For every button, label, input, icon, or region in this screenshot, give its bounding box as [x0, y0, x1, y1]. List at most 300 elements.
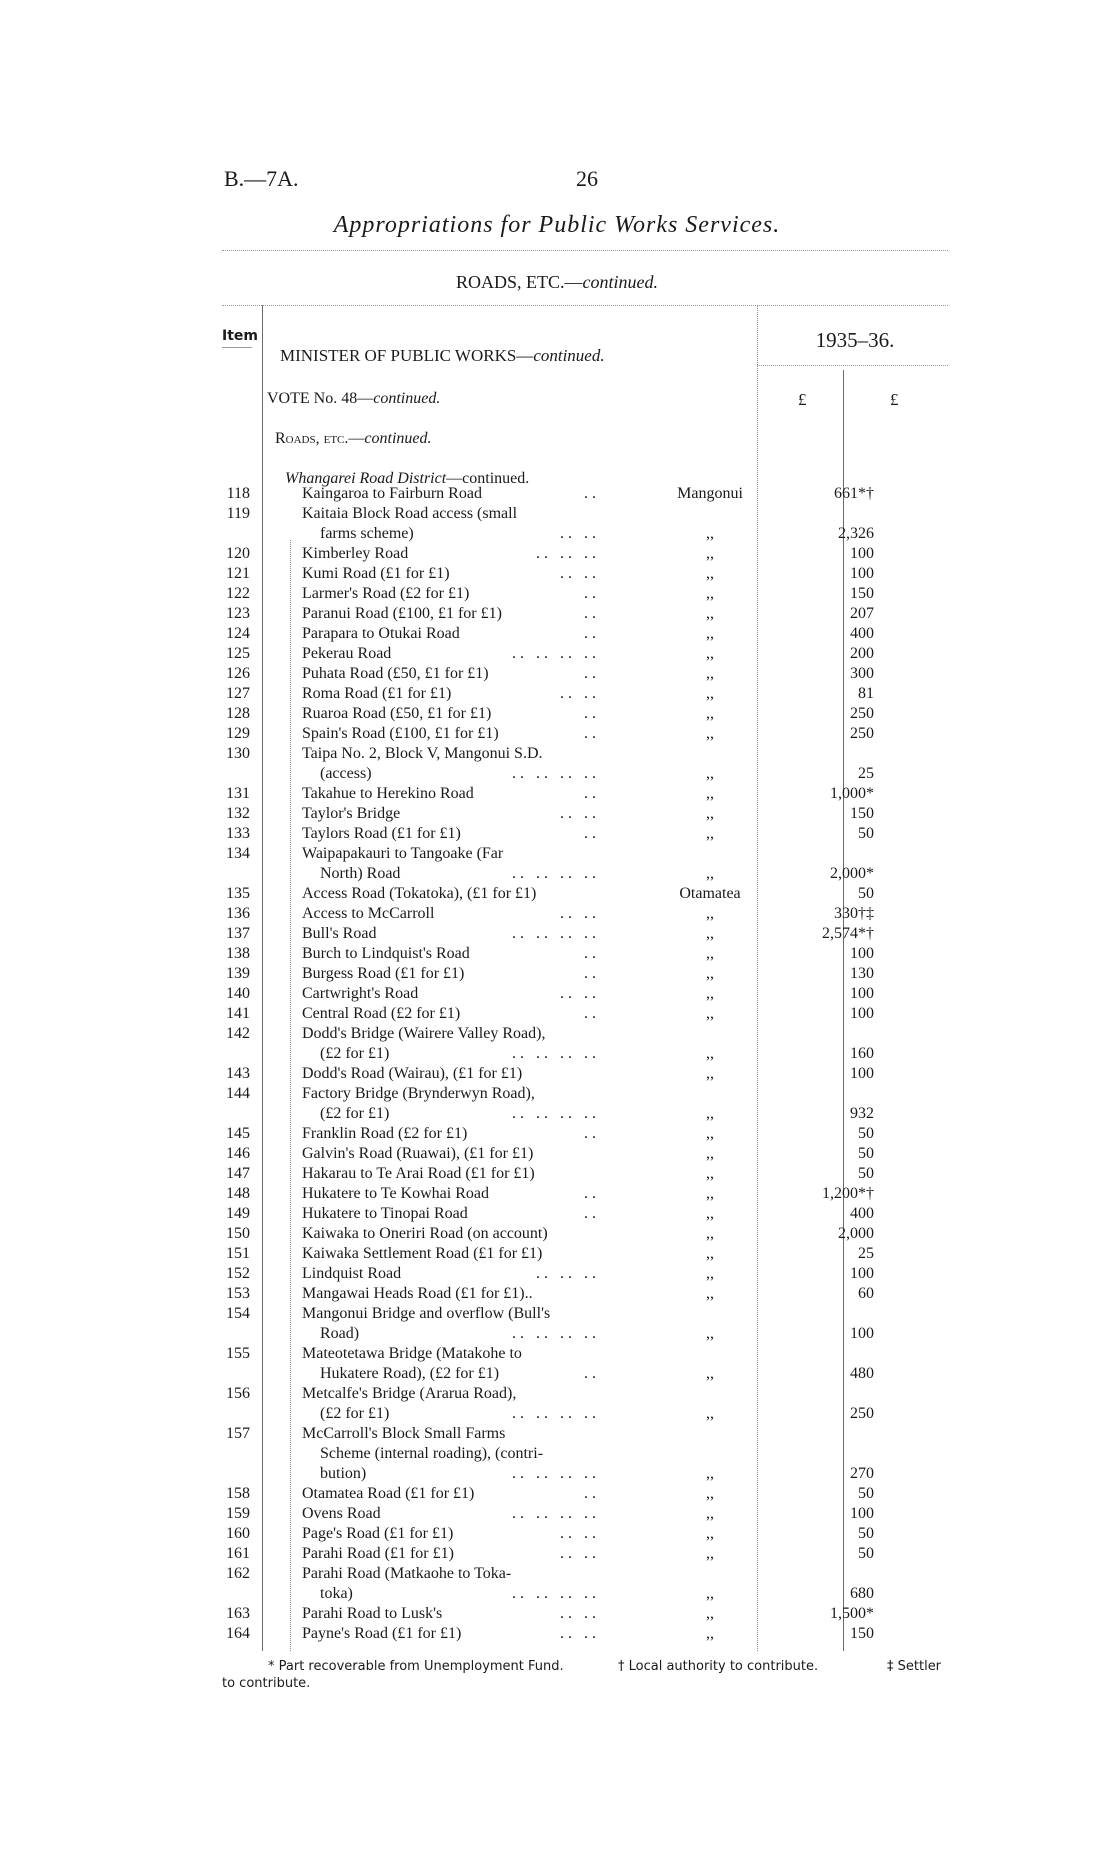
- pound-sign-col2: £: [890, 390, 899, 409]
- item-description: [302, 1064, 600, 1084]
- item-description: [302, 1164, 600, 1184]
- district-cell: ,,: [706, 1285, 714, 1302]
- description-text: Pekerau Road: [302, 645, 392, 662]
- item-number: 130: [226, 745, 250, 762]
- district-cell: ,,: [706, 645, 714, 662]
- leader-dots: ..: [584, 785, 600, 802]
- item-number: 155: [226, 1345, 250, 1362]
- description-line: [302, 784, 600, 804]
- leader-dots: .. .. ..: [536, 545, 600, 562]
- description-line: [302, 564, 600, 584]
- table-row: [0, 1184, 1114, 1204]
- leader-dots: .. .. .. ..: [512, 1405, 600, 1422]
- description-line: [302, 584, 600, 604]
- table-row: [0, 604, 1114, 624]
- amount-cell: 100: [850, 565, 874, 582]
- item-description: [302, 724, 600, 744]
- pound-sign-col1: £: [798, 390, 807, 409]
- page-title: Appropriations for Public Works Services.: [333, 212, 781, 238]
- description-text: Access to McCarroll: [302, 905, 435, 922]
- district-cell: ,,: [706, 1605, 714, 1622]
- item-description: [302, 1384, 600, 1424]
- district-cell: ,,: [706, 965, 714, 982]
- item-number: 163: [226, 1605, 250, 1622]
- leader-dots: .. .. .. ..: [512, 765, 600, 782]
- amount-cell: 50: [858, 1545, 874, 1562]
- footnote-unemployment: * Part recoverable from Unemployment Fund.: [268, 1659, 564, 1674]
- description-line: [302, 704, 600, 724]
- table-row: [0, 984, 1114, 1004]
- amount-cell: 1,000*: [830, 785, 874, 802]
- table-row: [0, 904, 1114, 924]
- item-number: 139: [226, 965, 250, 982]
- description-line: [302, 1424, 600, 1444]
- leader-dots: .. ..: [560, 1525, 600, 1542]
- amount-cell: 2,326: [838, 525, 874, 542]
- amount-cell: 1,200*†: [822, 1185, 874, 1202]
- district-cell: ,,: [706, 545, 714, 562]
- item-number: 126: [226, 665, 250, 682]
- description-text: McCarroll's Block Small Farms: [302, 1425, 506, 1442]
- district-cell: ,,: [706, 1145, 714, 1162]
- description-text: Burgess Road (£1 for £1): [302, 965, 465, 982]
- description-line: [302, 544, 600, 564]
- description-line: [302, 1364, 600, 1384]
- leader-dots: ..: [584, 1005, 600, 1022]
- item-number: 159: [226, 1505, 250, 1522]
- item-description: [302, 1004, 600, 1024]
- description-line: [302, 684, 600, 704]
- description-text: Central Road (£2 for £1): [302, 1005, 461, 1022]
- table-row: [0, 744, 1114, 784]
- table-row: [0, 564, 1114, 584]
- item-number: 146: [226, 1145, 250, 1162]
- description-text: Hakarau to Te Arai Road (£1 for £1): [302, 1165, 535, 1182]
- table-row: [0, 1084, 1114, 1124]
- amount-cell: 300: [850, 665, 874, 682]
- leader-dots: .. ..: [560, 685, 600, 702]
- description-text: (£2 for £1): [320, 1105, 390, 1122]
- district-cell: ,,: [706, 1005, 714, 1022]
- table-row: [0, 1244, 1114, 1264]
- vote-heading: [267, 390, 440, 408]
- district-cell: ,,: [706, 1505, 714, 1522]
- description-text: Galvin's Road (Ruawai), (£1 for £1): [302, 1145, 534, 1162]
- table-row: [0, 664, 1114, 684]
- table-row: [0, 1284, 1114, 1304]
- amount-cell: 250: [850, 1405, 874, 1422]
- description-text: Otamatea Road (£1 for £1): [302, 1485, 475, 1502]
- item-description: [302, 664, 600, 684]
- page-number: 26: [576, 166, 598, 191]
- item-number: 149: [226, 1205, 250, 1222]
- footnote-continuation: to contribute.: [222, 1676, 311, 1691]
- item-number: 122: [226, 585, 250, 602]
- amount-cell: 60: [858, 1285, 874, 1302]
- item-description: [302, 784, 600, 804]
- item-description: [302, 1604, 600, 1624]
- leader-dots: .. ..: [560, 1625, 600, 1642]
- district-cell: ,,: [706, 605, 714, 622]
- description-line: [302, 1444, 600, 1464]
- description-line: [302, 1144, 600, 1164]
- description-text: Kaingaroa to Fairburn Road: [302, 485, 482, 502]
- description-line: [302, 844, 600, 864]
- item-number: 161: [226, 1545, 250, 1562]
- amount-cell: 50: [858, 1145, 874, 1162]
- item-description: [302, 1524, 600, 1544]
- item-number: 124: [226, 625, 250, 642]
- item-description: [302, 964, 600, 984]
- table-row: [0, 484, 1114, 504]
- description-text: Parapara to Otukai Road: [302, 625, 460, 642]
- amount-cell: 200: [850, 645, 874, 662]
- roads-subheading: [275, 430, 432, 448]
- description-text: Parahi Road (Matkaohe to Toka-: [302, 1565, 512, 1582]
- leader-dots: .. .. ..: [536, 1265, 600, 1282]
- minister-italic: continued.: [533, 346, 605, 365]
- amount-cell: 50: [858, 825, 874, 842]
- description-line: [302, 884, 600, 904]
- table-row: [0, 1144, 1114, 1164]
- description-text: farms scheme): [320, 525, 414, 542]
- leader-dots: ..: [584, 1185, 600, 1202]
- district-cell: ,,: [706, 1245, 714, 1262]
- description-line: [302, 944, 600, 964]
- district-cell: ,,: [706, 1185, 714, 1202]
- amount-cell: 100: [850, 945, 874, 962]
- amount-cell: 50: [858, 1485, 874, 1502]
- table-row: [0, 1544, 1114, 1564]
- item-column-header: Item: [222, 328, 258, 344]
- item-description: [302, 1424, 600, 1484]
- description-line: [302, 964, 600, 984]
- description-line: [302, 1344, 600, 1364]
- table-row: [0, 504, 1114, 544]
- description-text: Parahi Road to Lusk's: [302, 1605, 443, 1622]
- leader-dots: .. ..: [560, 525, 600, 542]
- amount-cell: 270: [850, 1465, 874, 1482]
- amount-cell: 680: [850, 1585, 874, 1602]
- footnote-local-authority: † Local authority to contribute.: [618, 1659, 819, 1674]
- description-text: Kaiwaka to Oneriri Road (on account): [302, 1225, 548, 1242]
- amount-cell: 25: [858, 1245, 874, 1262]
- table-row: [0, 824, 1114, 844]
- table-row: [0, 964, 1114, 984]
- item-number: 153: [226, 1285, 250, 1302]
- item-description: [302, 1264, 600, 1284]
- description-line: [302, 1564, 600, 1584]
- description-line: [302, 1024, 600, 1044]
- description-text: Ruaroa Road (£50, £1 for £1): [302, 705, 492, 722]
- description-text: Taylors Road (£1 for £1): [302, 825, 461, 842]
- leader-dots: .. ..: [560, 1545, 600, 1562]
- description-line: [302, 984, 600, 1004]
- item-header-rule: [222, 347, 252, 348]
- table-row: [0, 884, 1114, 904]
- description-line: [302, 1204, 600, 1224]
- leader-dots: .. .. .. ..: [512, 645, 600, 662]
- item-number: 128: [226, 705, 250, 722]
- description-text: Access Road (Tokatoka), (£1 for £1): [302, 885, 537, 902]
- item-number: 150: [226, 1225, 250, 1242]
- vote-main: VOTE No. 48—: [267, 390, 374, 407]
- item-description: [302, 1284, 600, 1304]
- table-row: [0, 584, 1114, 604]
- district-cell: ,,: [706, 865, 714, 882]
- table-row: [0, 1204, 1114, 1224]
- item-description: [302, 1144, 600, 1164]
- description-line: [302, 744, 600, 764]
- table-row: [0, 1004, 1114, 1024]
- description-text: Mangonui Bridge and overflow (Bull's: [302, 1305, 551, 1322]
- district-cell: ,,: [706, 1465, 714, 1482]
- description-text: (access): [320, 765, 372, 782]
- description-text: Ovens Road: [302, 1505, 381, 1522]
- district-cell: ,,: [706, 565, 714, 582]
- item-description: [302, 1504, 600, 1524]
- item-number: 152: [226, 1265, 250, 1282]
- description-text: Parahi Road (£1 for £1): [302, 1545, 454, 1562]
- description-text: Puhata Road (£50, £1 for £1): [302, 665, 489, 682]
- table-row: [0, 1424, 1114, 1484]
- description-line: [302, 864, 600, 884]
- leader-dots: .. .. .. ..: [512, 1325, 600, 1342]
- item-number: 127: [226, 685, 250, 702]
- table-row: [0, 944, 1114, 964]
- amount-cell: 400: [850, 1205, 874, 1222]
- item-description: [302, 944, 600, 964]
- district-cell: ,,: [706, 525, 714, 542]
- description-text: Bull's Road: [302, 925, 377, 942]
- description-line: [302, 1164, 600, 1184]
- description-text: Mateotetawa Bridge (Matakohe to: [302, 1345, 522, 1362]
- amount-cell: 50: [858, 1525, 874, 1542]
- item-description: [302, 1344, 600, 1384]
- amount-cell: 100: [850, 1505, 874, 1522]
- amount-cell: 2,000*: [830, 865, 874, 882]
- district-cell: ,,: [706, 1265, 714, 1282]
- description-text: Takahue to Herekino Road: [302, 785, 474, 802]
- item-description: [302, 1544, 600, 1564]
- amount-cell: 150: [850, 585, 874, 602]
- item-description: [302, 544, 600, 564]
- item-number: 120: [226, 545, 250, 562]
- item-description: [302, 604, 600, 624]
- amount-cell: 330†‡: [834, 905, 874, 922]
- item-number: 164: [226, 1625, 250, 1642]
- item-number: 145: [226, 1125, 250, 1142]
- table-row: [0, 924, 1114, 944]
- item-number: 129: [226, 725, 250, 742]
- table-row: [0, 1164, 1114, 1184]
- vote-italic: continued.: [373, 390, 441, 407]
- description-line: [302, 484, 600, 504]
- leader-dots: ..: [584, 605, 600, 622]
- description-text: Payne's Road (£1 for £1): [302, 1625, 462, 1642]
- leader-dots: ..: [584, 585, 600, 602]
- description-text: Taylor's Bridge: [302, 805, 401, 822]
- description-line: [302, 1184, 600, 1204]
- leader-dots: .. .. .. ..: [512, 925, 600, 942]
- description-line: [302, 1244, 600, 1264]
- year-header-rule: [757, 365, 948, 366]
- leader-dots: .. .. .. ..: [512, 1105, 600, 1122]
- description-line: [302, 1604, 600, 1624]
- amount-cell: 100: [850, 545, 874, 562]
- item-description: [302, 1304, 600, 1344]
- item-number: 158: [226, 1485, 250, 1502]
- item-description: [302, 484, 600, 504]
- description-text: Hukatere to Te Kowhai Road: [302, 1185, 489, 1202]
- table-row: [0, 1624, 1114, 1644]
- district-cell: ,,: [706, 1545, 714, 1562]
- description-text: Kaitaia Block Road access (small: [302, 505, 518, 522]
- leader-dots: ..: [584, 485, 600, 502]
- description-line: [302, 1324, 600, 1344]
- amount-cell: 100: [850, 1265, 874, 1282]
- item-description: [302, 744, 600, 784]
- leader-dots: .. ..: [560, 565, 600, 582]
- document-reference: B.—7A.: [224, 166, 299, 191]
- description-line: [302, 1304, 600, 1324]
- leader-dots: .. .. .. ..: [512, 865, 600, 882]
- section-subtitle: [0, 272, 1114, 293]
- table-row: [0, 1124, 1114, 1144]
- table-row: [0, 1304, 1114, 1344]
- leader-dots: .. ..: [560, 985, 600, 1002]
- description-line: [302, 1384, 600, 1404]
- description-line: [302, 1064, 600, 1084]
- description-line: [302, 524, 600, 544]
- item-number: 162: [226, 1565, 250, 1582]
- description-text: (£2 for £1): [320, 1405, 390, 1422]
- amount-cell: 150: [850, 805, 874, 822]
- district-cell: ,,: [706, 1625, 714, 1642]
- description-text: Burch to Lindquist's Road: [302, 945, 470, 962]
- description-text: Larmer's Road (£2 for £1): [302, 585, 470, 602]
- item-description: [302, 504, 600, 544]
- district-cell: ,,: [706, 585, 714, 602]
- description-text: Waipapakauri to Tangoake (Far: [302, 845, 504, 862]
- item-number: 133: [226, 825, 250, 842]
- item-description: [302, 1204, 600, 1224]
- table-row: [0, 1344, 1114, 1384]
- leader-dots: .. ..: [560, 905, 600, 922]
- table-row: [0, 544, 1114, 564]
- description-text: Cartwright's Road: [302, 985, 419, 1002]
- item-number: 143: [226, 1065, 250, 1082]
- table-row: [0, 1604, 1114, 1624]
- item-description: [302, 984, 600, 1004]
- description-text: North) Road: [320, 865, 401, 882]
- item-number: 121: [226, 565, 250, 582]
- district-cell: ,,: [706, 825, 714, 842]
- amount-cell: 2,574*†: [822, 925, 874, 942]
- item-number: 132: [226, 805, 250, 822]
- description-text: Kimberley Road: [302, 545, 409, 562]
- item-description: [302, 644, 600, 664]
- item-number: 147: [226, 1165, 250, 1182]
- district-continued: —continued.: [446, 470, 530, 487]
- table-row: [0, 644, 1114, 664]
- item-description: [302, 1224, 600, 1244]
- description-text: Page's Road (£1 for £1): [302, 1525, 454, 1542]
- leader-dots: .. ..: [560, 1605, 600, 1622]
- leader-dots: ..: [584, 945, 600, 962]
- table-row: [0, 784, 1114, 804]
- item-description: [302, 1484, 600, 1504]
- description-line: [302, 1084, 600, 1104]
- description-text: Roma Road (£1 for £1): [302, 685, 452, 702]
- leader-dots: ..: [584, 705, 600, 722]
- description-line: [302, 604, 600, 624]
- item-number: 138: [226, 945, 250, 962]
- table-row: [0, 1264, 1114, 1284]
- item-description: [302, 1124, 600, 1144]
- amount-cell: 250: [850, 705, 874, 722]
- item-description: [302, 684, 600, 704]
- table-row: [0, 1224, 1114, 1244]
- table-row: [0, 1484, 1114, 1504]
- table-row: [0, 684, 1114, 704]
- amount-cell: 81: [858, 685, 874, 702]
- item-description: [302, 1184, 600, 1204]
- amount-cell: 100: [850, 1325, 874, 1342]
- description-text: Dodd's Road (Wairau), (£1 for £1): [302, 1065, 523, 1082]
- amount-cell: 25: [858, 765, 874, 782]
- description-line: [302, 1544, 600, 1564]
- district-cell: ,,: [706, 765, 714, 782]
- description-text: toka): [320, 1585, 353, 1602]
- district-cell: ,,: [706, 705, 714, 722]
- district-cell: ,,: [706, 985, 714, 1002]
- description-line: [302, 1584, 600, 1604]
- description-line: [302, 1404, 600, 1424]
- district-cell: ,,: [706, 1365, 714, 1382]
- district-cell: ,,: [706, 1405, 714, 1422]
- item-description: [302, 1244, 600, 1264]
- description-text: Dodd's Bridge (Wairere Valley Road),: [302, 1025, 546, 1042]
- amount-cell: 1,500*: [830, 1605, 874, 1622]
- leader-dots: ..: [584, 965, 600, 982]
- district-cell: ,,: [706, 1325, 714, 1342]
- table-row: [0, 1504, 1114, 1524]
- item-description: [302, 704, 600, 724]
- item-number: 141: [226, 1005, 250, 1022]
- table-row: [0, 1064, 1114, 1084]
- item-number: 135: [226, 885, 250, 902]
- description-text: Mangawai Heads Road (£1 for £1)..: [302, 1285, 533, 1302]
- district-cell: Otamatea: [679, 885, 741, 902]
- item-description: [302, 844, 600, 884]
- description-line: [302, 624, 600, 644]
- description-text: Scheme (internal roading), (contri-: [320, 1445, 544, 1462]
- district-cell: ,,: [706, 1125, 714, 1142]
- leader-dots: ..: [584, 1125, 600, 1142]
- description-text: Hukatere to Tinopai Road: [302, 1205, 468, 1222]
- amount-cell: 50: [858, 1125, 874, 1142]
- minister-main: MINISTER OF PUBLIC WORKS—: [280, 346, 534, 365]
- leader-dots: ..: [584, 1365, 600, 1382]
- amount-cell: 100: [850, 985, 874, 1002]
- table-row: [0, 704, 1114, 724]
- description-line: [302, 1004, 600, 1024]
- amount-cell: 480: [850, 1365, 874, 1382]
- district-cell: ,,: [706, 1225, 714, 1242]
- district-cell: ,,: [706, 1065, 714, 1082]
- leader-dots: ..: [584, 725, 600, 742]
